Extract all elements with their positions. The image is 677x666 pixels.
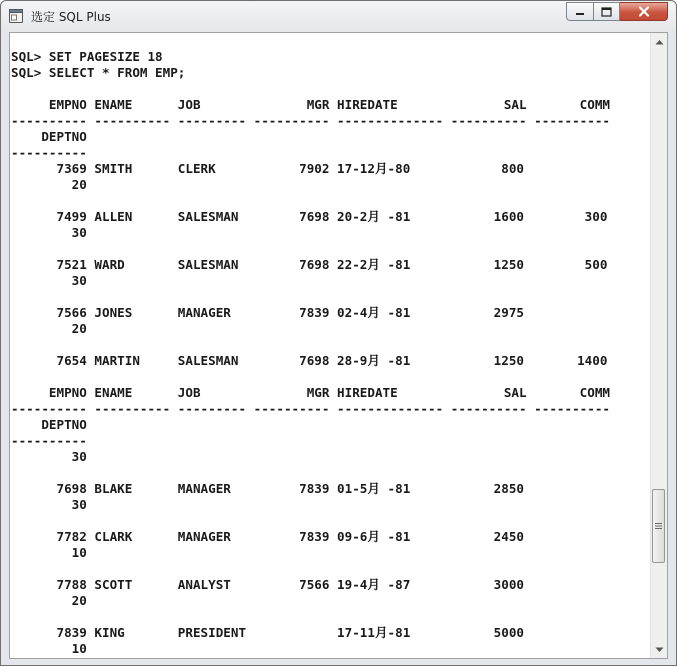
employee-row: 7654 MARTIN SALESMAN 7698 28-9月 -81 1250 1400 (11, 353, 608, 368)
employee-row: 7839 KING PRESIDENT 17-11月-81 5000 (11, 625, 608, 640)
employee-row: 7788 SCOTT ANALYST 7566 19-4月 -87 3000 (11, 577, 608, 592)
app-icon (9, 9, 23, 23)
maximize-icon (601, 7, 612, 17)
vertical-scrollbar[interactable] (650, 33, 667, 658)
console-text-area[interactable] (10, 33, 650, 658)
employee-row: 7566 JONES MANAGER 7839 02-4月 -81 2975 (11, 305, 608, 320)
employee-row: 7521 WARD SALESMAN 7698 22-2月 -81 1250 500 (11, 257, 608, 272)
close-button[interactable] (620, 2, 668, 21)
deptno-value: 10 (11, 545, 87, 560)
employee-row: 7369 SMITH CLERK 7902 17-12月-80 800 (11, 161, 608, 176)
console-area (9, 32, 668, 659)
window-title: 选定 SQL Plus (31, 10, 111, 24)
close-icon (638, 6, 650, 17)
deptno-value: 20 (11, 321, 87, 336)
scroll-thumb[interactable] (652, 489, 665, 563)
deptno-value: 20 (11, 177, 87, 192)
scroll-down-arrow-icon (655, 647, 664, 653)
deptno-value: 30 (11, 449, 87, 464)
column-header-row: EMPNO ENAME JOB MGR HIREDATE SAL COMM (11, 385, 610, 400)
header-underline: ---------- ---------- --------- ---------- -------------- ---------- ---------- (11, 401, 610, 416)
deptno-value: 20 (11, 593, 87, 608)
minimize-icon (575, 7, 585, 17)
employee-row: 7499 ALLEN SALESMAN 7698 20-2月 -81 1600 300 (11, 209, 608, 224)
deptno-header: DEPTNO (11, 129, 87, 144)
scroll-grip-icon (655, 522, 662, 530)
maximize-button[interactable] (593, 2, 620, 21)
title-bar[interactable] (1, 1, 676, 32)
deptno-value: 30 (11, 273, 87, 288)
sql-command-line: SQL> SET PAGESIZE 18 (11, 49, 163, 64)
scroll-up-arrow-icon (655, 39, 664, 45)
column-header-row: EMPNO ENAME JOB MGR HIREDATE SAL COMM (11, 97, 610, 112)
deptno-value: 30 (11, 497, 87, 512)
scroll-down-button[interactable] (651, 641, 667, 658)
deptno-value: 10 (11, 641, 87, 656)
deptno-underline: ---------- (11, 145, 87, 160)
header-underline: ---------- ---------- --------- ---------- -------------- ---------- ---------- (11, 113, 610, 128)
employee-row: 7782 CLARK MANAGER 7839 09-6月 -81 2450 (11, 529, 608, 544)
deptno-header: DEPTNO (11, 417, 87, 432)
sql-command-line: SQL> SELECT * FROM EMP; (11, 65, 186, 80)
scroll-up-button[interactable] (651, 33, 667, 50)
minimize-button[interactable] (566, 2, 593, 21)
employee-row: 7698 BLAKE MANAGER 7839 01-5月 -81 2850 (11, 481, 608, 496)
deptno-value: 30 (11, 225, 87, 240)
deptno-underline: ---------- (11, 433, 87, 448)
